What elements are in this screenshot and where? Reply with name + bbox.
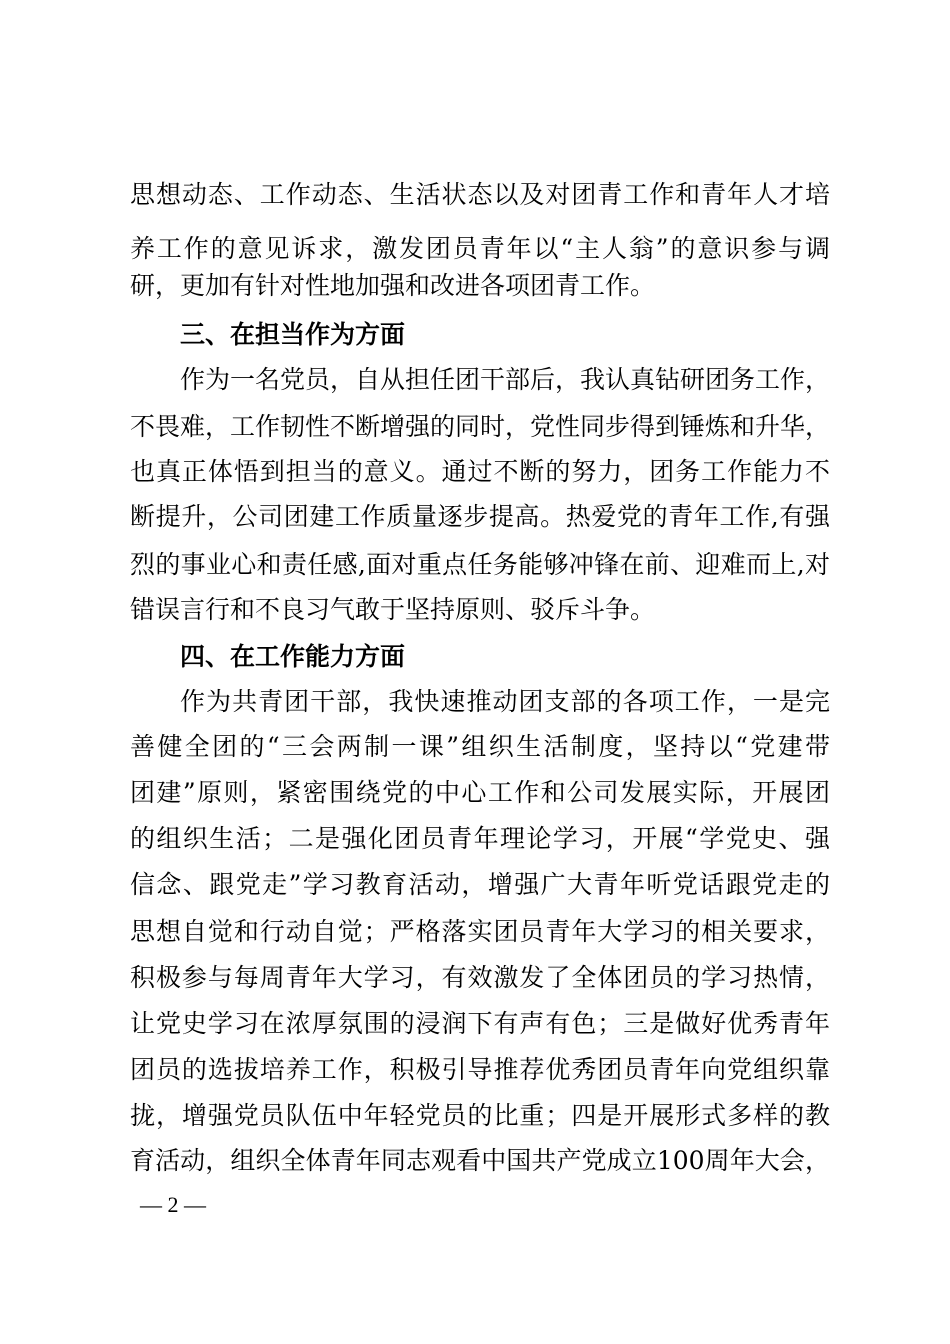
paragraph-3-line-1: 作为共青团干部，我快速推动团支部的各项工作，一是完 bbox=[180, 687, 830, 716]
paragraph-2-line-5: 烈的事业心和责任感,面对重点任务能够冲锋在前、迎难而上,对 bbox=[130, 550, 830, 579]
paragraph-2-line-1: 作为一名党员，自从担任团干部后，我认真钻研团务工作， bbox=[180, 365, 831, 394]
paragraph-1-line-3: 研，更加有针对性地加强和改进各项团青工作。 bbox=[130, 271, 656, 300]
paragraph-2-line-3: 也真正体悟到担当的意义。通过不断的努力，团务工作能力不 bbox=[130, 457, 830, 486]
section-heading-4: 四、在工作能力方面 bbox=[180, 642, 406, 671]
paragraph-3-line-2: 善健全团的“三会两制一课”组织生活制度，坚持以“党建带 bbox=[130, 732, 830, 761]
paragraph-1-line-1: 思想动态、工作动态、生活状态以及对团青工作和青年人才培 bbox=[130, 180, 830, 209]
paragraph-1-line-2: 养工作的意见诉求，激发团员青年以“主人翁”的意识参与调 bbox=[130, 234, 830, 263]
section-heading-3: 三、在担当作为方面 bbox=[180, 320, 406, 349]
paragraph-3-line-8: 让党史学习在浓厚氛围的浸润下有声有色；三是做好优秀青年 bbox=[130, 1009, 830, 1038]
paragraph-3-line-9: 团员的选拔培养工作，积极引导推荐优秀团员青年向党组织靠 bbox=[130, 1055, 830, 1084]
paragraph-3-line-10: 拢，增强党员队伍中年轻党员的比重；四是开展形式多样的教 bbox=[130, 1101, 830, 1130]
paragraph-2-line-6: 错误言行和不良习气敢于坚持原则、驳斥斗争。 bbox=[130, 595, 656, 624]
page-number: — 2 — bbox=[140, 1192, 206, 1217]
paragraph-3-line-4: 的组织生活；二是强化团员青年理论学习，开展“学党史、强 bbox=[130, 824, 830, 853]
paragraph-3-line-3: 团建”原则，紧密围绕党的中心工作和公司发展实际，开展团 bbox=[130, 778, 830, 807]
paragraph-3-line-7: 积极参与每周青年大学习，有效激发了全体团员的学习热情， bbox=[130, 963, 830, 992]
paragraph-3-line-5: 信念、跟党走”学习教育活动，增强广大青年听党话跟党走的 bbox=[130, 870, 830, 899]
paragraph-3-line-11: 育活动，组织全体青年同志观看中国共产党成立100周年大会， bbox=[130, 1146, 830, 1175]
paragraph-3-line-6: 思想自觉和行动自觉；严格落实团员青年大学习的相关要求， bbox=[130, 917, 830, 946]
paragraph-2-line-2: 不畏难，工作韧性不断增强的同时，党性同步得到锤炼和升华， bbox=[130, 412, 831, 441]
paragraph-2-line-4: 断提升，公司团建工作质量逐步提高。热爱党的青年工作,有强 bbox=[130, 502, 830, 531]
